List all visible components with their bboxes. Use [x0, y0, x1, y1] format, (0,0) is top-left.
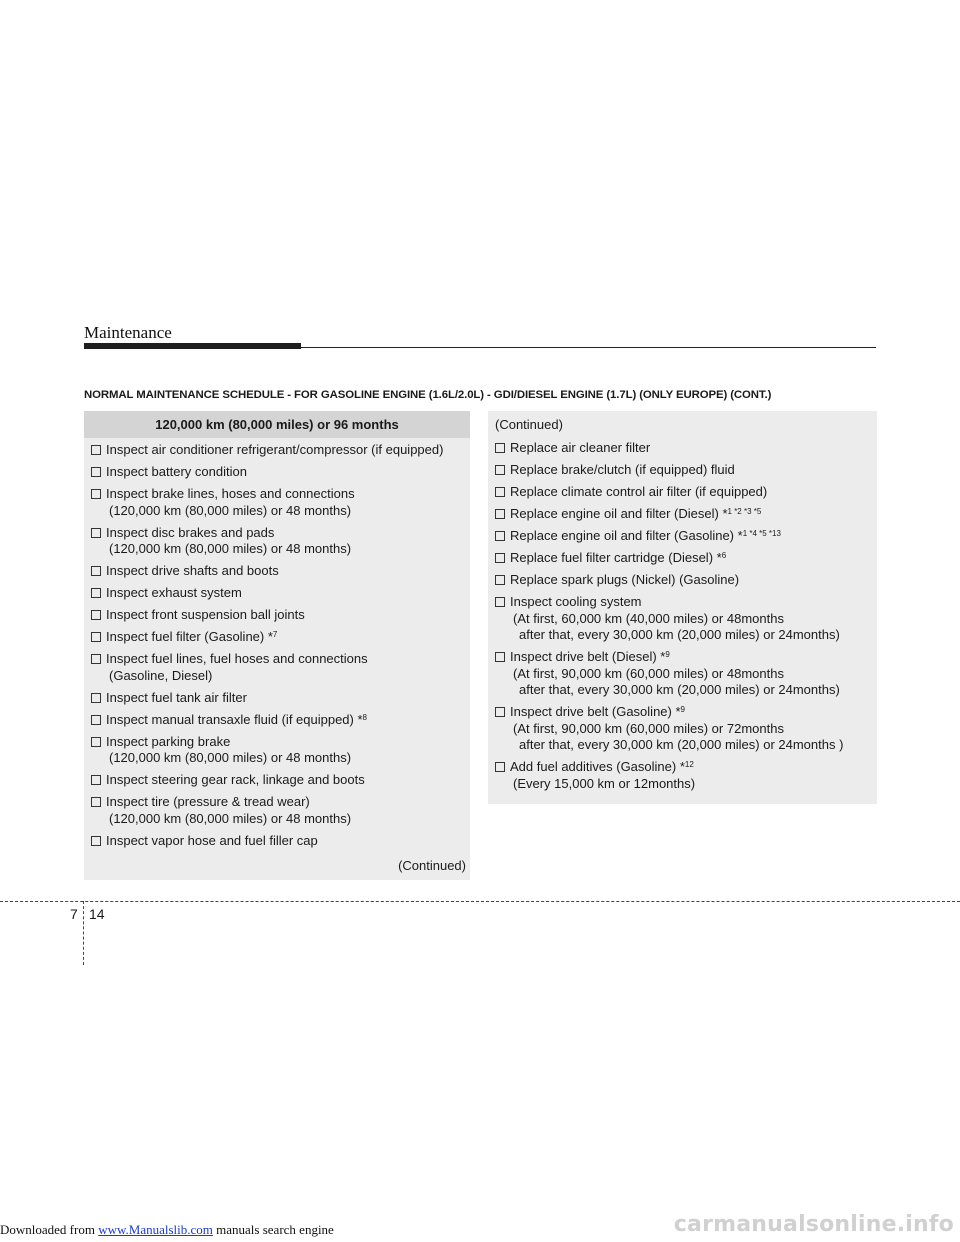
item-text: Replace spark plugs (Nickel) (Gasoline): [510, 572, 740, 587]
checklist-item: [84, 486, 470, 519]
item-text: Inspect brake lines, hoses and connections: [106, 486, 355, 501]
item-text: Replace engine oil and filter (Gasoline) *: [510, 528, 743, 543]
checklist-item: [84, 712, 470, 729]
checkbox-icon: [495, 531, 505, 541]
item-text: Inspect front suspension ball joints: [106, 607, 305, 622]
footnote-ref: 1 *2 *3 *5: [727, 507, 762, 516]
checkbox-icon: [91, 693, 101, 703]
item-text: Inspect fuel filter (Gasoline) *: [106, 629, 273, 644]
left-item-list: [84, 438, 470, 849]
checklist-item: [488, 506, 877, 523]
checkbox-icon: [91, 797, 101, 807]
checkbox-icon: [91, 445, 101, 455]
footnote-ref: 9: [665, 650, 670, 659]
checkbox-icon: [91, 528, 101, 538]
page-divider-vertical: [83, 901, 84, 965]
item-text: Inspect exhaust system: [106, 585, 242, 600]
item-interval: (Gasoline, Diesel): [109, 667, 213, 683]
checklist-item: [488, 462, 877, 479]
checkbox-icon: [495, 509, 505, 519]
item-text: Inspect fuel lines, fuel hoses and connections: [106, 651, 368, 666]
download-footer: [0, 1222, 334, 1238]
item-interval: (At first, 60,000 km (40,000 miles) or 48months: [513, 610, 784, 626]
checkbox-icon: [91, 737, 101, 747]
item-text: Inspect battery condition: [106, 464, 247, 479]
item-text: Inspect steering gear rack, linkage and boots: [106, 772, 365, 787]
page-divider: [0, 901, 960, 902]
footnote-ref: 7: [272, 630, 278, 639]
checkbox-icon: [91, 654, 101, 664]
checklist-item: [84, 607, 470, 624]
continued-label: (Continued): [398, 858, 466, 873]
checkbox-icon: [91, 489, 101, 499]
chapter-number: 7: [70, 906, 78, 922]
checklist-item: [84, 563, 470, 580]
item-text: Inspect fuel tank air filter: [106, 689, 247, 705]
checklist-item: [84, 794, 470, 827]
item-interval: (120,000 km (80,000 miles) or 48 months): [109, 750, 352, 765]
checklist-item: [84, 772, 470, 789]
manualslib-link[interactable]: www.Manualslib.com: [98, 1222, 213, 1237]
checkbox-icon: [495, 443, 505, 453]
item-text: Inspect drive shafts and boots: [106, 563, 279, 578]
checkbox-icon: [91, 588, 101, 598]
footer-suffix: manuals search engine: [212, 1222, 334, 1237]
section-title: Maintenance: [84, 323, 172, 342]
checklist-item: [488, 484, 877, 501]
footnote-ref: 8: [362, 712, 367, 722]
checkbox-icon: [495, 487, 505, 497]
checklist-item: [84, 525, 470, 558]
item-interval-followup: after that, every 30,000 km (20,000 miles) or 24months ): [519, 737, 844, 752]
checklist-item: [488, 572, 877, 589]
item-text: Replace climate control air filter (if equipped): [510, 484, 768, 499]
checklist-item: [84, 442, 470, 459]
right-item-list: [488, 437, 877, 792]
item-text: Inspect manual transaxle fluid (if equipped) *: [106, 711, 363, 727]
checkbox-icon: [495, 762, 505, 772]
checkbox-icon: [91, 715, 101, 725]
checkbox-icon: [495, 707, 505, 717]
checklist-item: [84, 833, 470, 850]
checklist-item: [84, 690, 470, 707]
item-interval: (At first, 90,000 km (60,000 miles) or 72months: [513, 720, 784, 736]
footnote-ref: 9: [680, 705, 685, 714]
item-text: Inspect tire (pressure & tread wear): [106, 794, 310, 809]
checkbox-icon: [91, 467, 101, 477]
schedule-panel-left: [84, 411, 470, 880]
checklist-item: [84, 734, 470, 767]
item-text: Inspect drive belt (Diesel) *: [510, 649, 666, 664]
checklist-item: [84, 651, 470, 684]
item-text: Inspect drive belt (Gasoline) *: [510, 704, 681, 719]
checkbox-icon: [91, 566, 101, 576]
item-text: Add fuel additives (Gasoline) *: [510, 759, 685, 774]
item-interval-followup: after that, every 30,000 km (20,000 miles) or 24months): [519, 627, 840, 642]
item-interval: (At first, 90,000 km (60,000 miles) or 48months: [513, 665, 784, 681]
checkbox-icon: [91, 775, 101, 785]
item-text: Inspect air conditioner refrigerant/compressor (if equipped): [106, 442, 444, 457]
checkbox-icon: [495, 465, 505, 475]
footnote-ref: 12: [684, 760, 694, 769]
header-rule-accent: [84, 343, 301, 349]
checkbox-icon: [495, 575, 505, 585]
checkbox-icon: [91, 610, 101, 620]
footer-prefix: Downloaded from: [0, 1222, 99, 1237]
checklist-item: [488, 759, 877, 792]
checklist-item: [84, 464, 470, 481]
checkbox-icon: [495, 652, 505, 662]
checkbox-icon: [91, 632, 101, 642]
footnote-ref: 6: [721, 551, 727, 560]
item-text: Inspect parking brake: [106, 733, 231, 749]
item-text: Replace brake/clutch (if equipped) fluid: [510, 462, 735, 477]
item-text: Inspect cooling system: [510, 594, 642, 609]
item-text: Inspect vapor hose and fuel filler cap: [106, 832, 318, 848]
item-text: Replace air cleaner filter: [510, 440, 651, 455]
item-interval: (120,000 km (80,000 miles) or 48 months): [109, 502, 352, 518]
checklist-item: [488, 704, 877, 754]
item-interval: (120,000 km (80,000 miles) or 48 months): [109, 541, 352, 556]
checklist-item: [488, 440, 877, 457]
checkbox-icon: [495, 597, 505, 607]
item-text: Replace engine oil and filter (Diesel) *: [510, 506, 728, 521]
item-interval: (Every 15,000 km or 12months): [513, 775, 696, 791]
footnote-ref: 1 *4 *5 *13: [742, 529, 781, 538]
item-interval: (120,000 km (80,000 miles) or 48 months): [109, 810, 352, 826]
item-text: Inspect disc brakes and pads: [106, 524, 275, 540]
checklist-item: [488, 649, 877, 699]
checklist-item: [488, 528, 877, 545]
watermark-text: carmanualsonline.info: [673, 1212, 954, 1237]
item-interval-followup: after that, every 30,000 km (20,000 miles) or 24months): [519, 682, 840, 697]
checklist-item: [488, 550, 877, 567]
continued-label-top: (Continued): [495, 417, 563, 432]
checklist-item: [488, 594, 877, 644]
interval-header: 120,000 km (80,000 miles) or 96 months: [84, 411, 470, 438]
checklist-item: [84, 629, 470, 646]
schedule-panel-right: [488, 411, 877, 804]
page-number: 14: [89, 906, 105, 922]
checklist-item: [84, 585, 470, 602]
checkbox-icon: [495, 553, 505, 563]
checkbox-icon: [91, 836, 101, 846]
item-text: Replace fuel filter cartridge (Diesel) *: [510, 550, 722, 565]
schedule-heading: NORMAL MAINTENANCE SCHEDULE - FOR GASOLINE ENGINE (1.6L/2.0L) - GDI/DIESEL ENGINE (1.7L) (ONLY EUROPE) (CONT.): [84, 389, 772, 401]
